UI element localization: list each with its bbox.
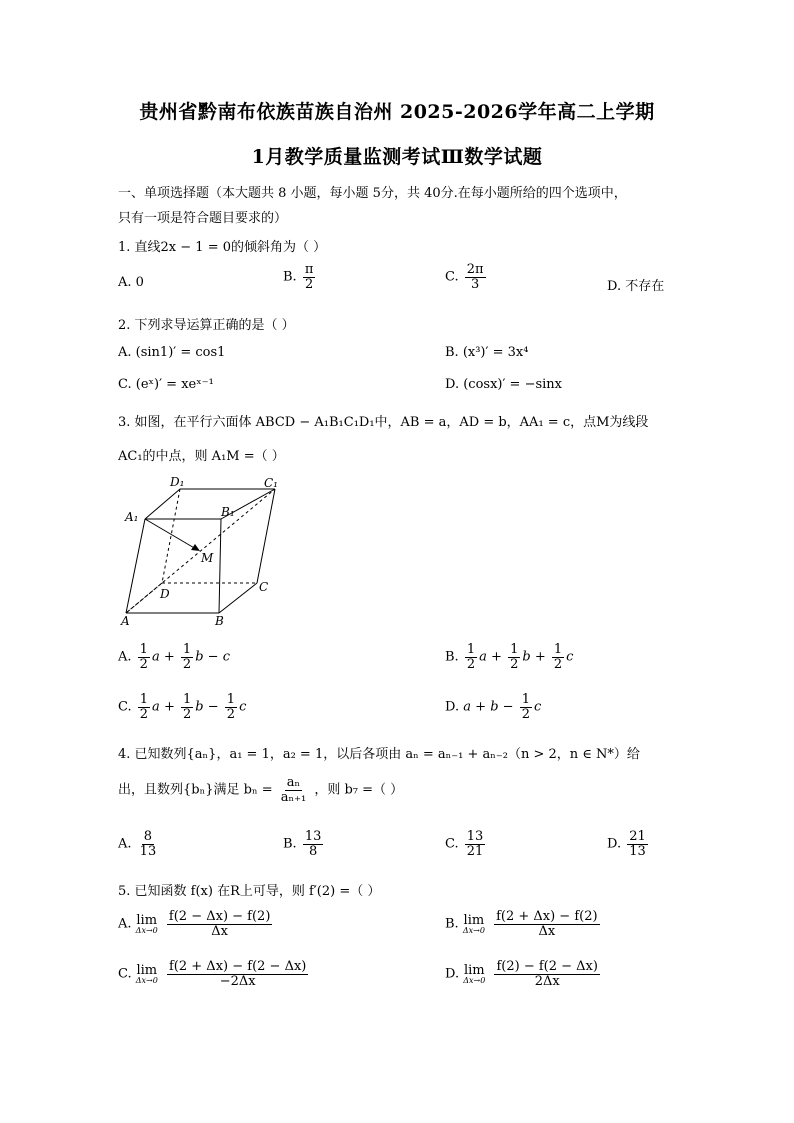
label-m: M	[201, 551, 214, 565]
label-d: D	[160, 587, 170, 601]
page-title-line2: 1月教学质量监测考试Ⅲ数学试题	[251, 146, 543, 168]
q3-option-c: C. $\frac{1}{2}$ a + $\frac{1}{2}$ b − $\frac{1}{2}$ c	[118, 692, 247, 722]
q3-option-a: A. $\frac{1}{2}$ a + $\frac{1}{2}$ b − c	[118, 642, 230, 672]
q5-option-d: D. lim Δx→0 $\frac{f(2) - f(2 - \Delta x)}{2\Delta x}$	[445, 959, 598, 989]
q1-option-d: D. 不存在	[607, 279, 665, 294]
label-c: C	[259, 580, 269, 594]
q1-option-a: A. 0	[118, 275, 144, 290]
arrowhead	[191, 544, 200, 551]
q5-option-c: C. lim Δx→0 $\frac{f(2 + \Delta x) - f(2 - \Delta x)}{-2\Delta x}$	[118, 959, 307, 989]
label-d1: D₁	[170, 476, 185, 489]
q1-option-c: C. $\frac{2\pi}{3}$	[445, 262, 484, 292]
q5-stem: 5. 已知函数 f(x) 在R上可导，则 f′(2) =（ ）	[118, 884, 381, 899]
q1-stem: 1. 直线2x − 1 = 0的倾斜角为（ ）	[118, 240, 327, 255]
q2-option-c: C. (eˣ)′ = xeˣ⁻¹	[118, 377, 214, 392]
edge-b1b	[219, 519, 221, 613]
q4-option-a: A. $\frac{8}{13}$	[118, 829, 157, 859]
edge-c1c	[257, 489, 275, 583]
label-c1: C₁	[264, 476, 278, 490]
label-b: B	[215, 614, 224, 626]
q4-option-c: C. $\frac{13}{21}$	[445, 829, 484, 859]
q2-stem: 2. 下列求导运算正确的是（ ）	[118, 318, 295, 333]
q5-option-a: A. lim Δx→0 $\frac{f(2 - \Delta x) - f(2)}{\Delta x}$	[118, 909, 271, 939]
page-title-line1: 贵州省黔南布依族苗族自治州 2025-2026学年高二上学期	[139, 101, 655, 123]
section-heading-line2: 只有一项是符合题目要求的）	[118, 211, 288, 226]
label-a1: A₁	[125, 510, 139, 524]
q3-stem-line1: 3. 如图，在平行六面体 ABCD − A₁B₁C₁D₁中，AB = a，AD = b，AA₁ = c，点M为线段	[118, 415, 649, 430]
vector-a1m	[145, 519, 196, 549]
edge-d1d-hidden	[162, 489, 180, 583]
q5-option-b: B. lim Δx→0 $\frac{f(2 + \Delta x) - f(2)}{\Delta x}$	[445, 909, 598, 939]
label-a: A	[121, 614, 130, 626]
q3-parallelepiped-figure	[118, 476, 288, 626]
q3-stem-line2: AC₁的中点，则 A₁M =（ ）	[118, 449, 285, 464]
q3-option-d: D. a + b − $\frac{1}{2}$ c	[445, 692, 542, 722]
label-b1: B₁	[221, 505, 235, 519]
q4-option-b: B. $\frac{13}{8}$	[283, 829, 322, 859]
q2-option-b: B. (x³)′ = 3x⁴	[445, 345, 529, 360]
q4-option-d: D. $\frac{21}{13}$	[607, 829, 646, 859]
q4-stem-line2: 出，且数列{bₙ}满足 bₙ = $\frac{\text{aₙ}}{\text{aₙ₊₁}}$ ，则 b₇ =（ ）	[118, 775, 404, 805]
edge-bc	[219, 583, 257, 613]
q2-option-d: D. (cosx)′ = −sinx	[445, 377, 563, 392]
q2-option-a: A. (sin1)′ = cos1	[118, 345, 226, 360]
q3-option-b: B. $\frac{1}{2}$ a + $\frac{1}{2}$ b + $\frac{1}{2}$ c	[445, 642, 574, 672]
q1-option-b: B. $\frac{\pi}{2}$	[283, 262, 314, 292]
section-heading-line1: 一、单项选择题（本大题共 8 小题，每小题 5分，共 40分.在每小题所给的四个选项中，	[118, 186, 627, 201]
q4-stem-line1: 4. 已知数列{aₙ}，a₁ = 1，a₂ = 1，以后各项由 aₙ = aₙ₋₁ + aₙ₋₂（n > 2，n ∈ N*）给	[118, 747, 640, 762]
